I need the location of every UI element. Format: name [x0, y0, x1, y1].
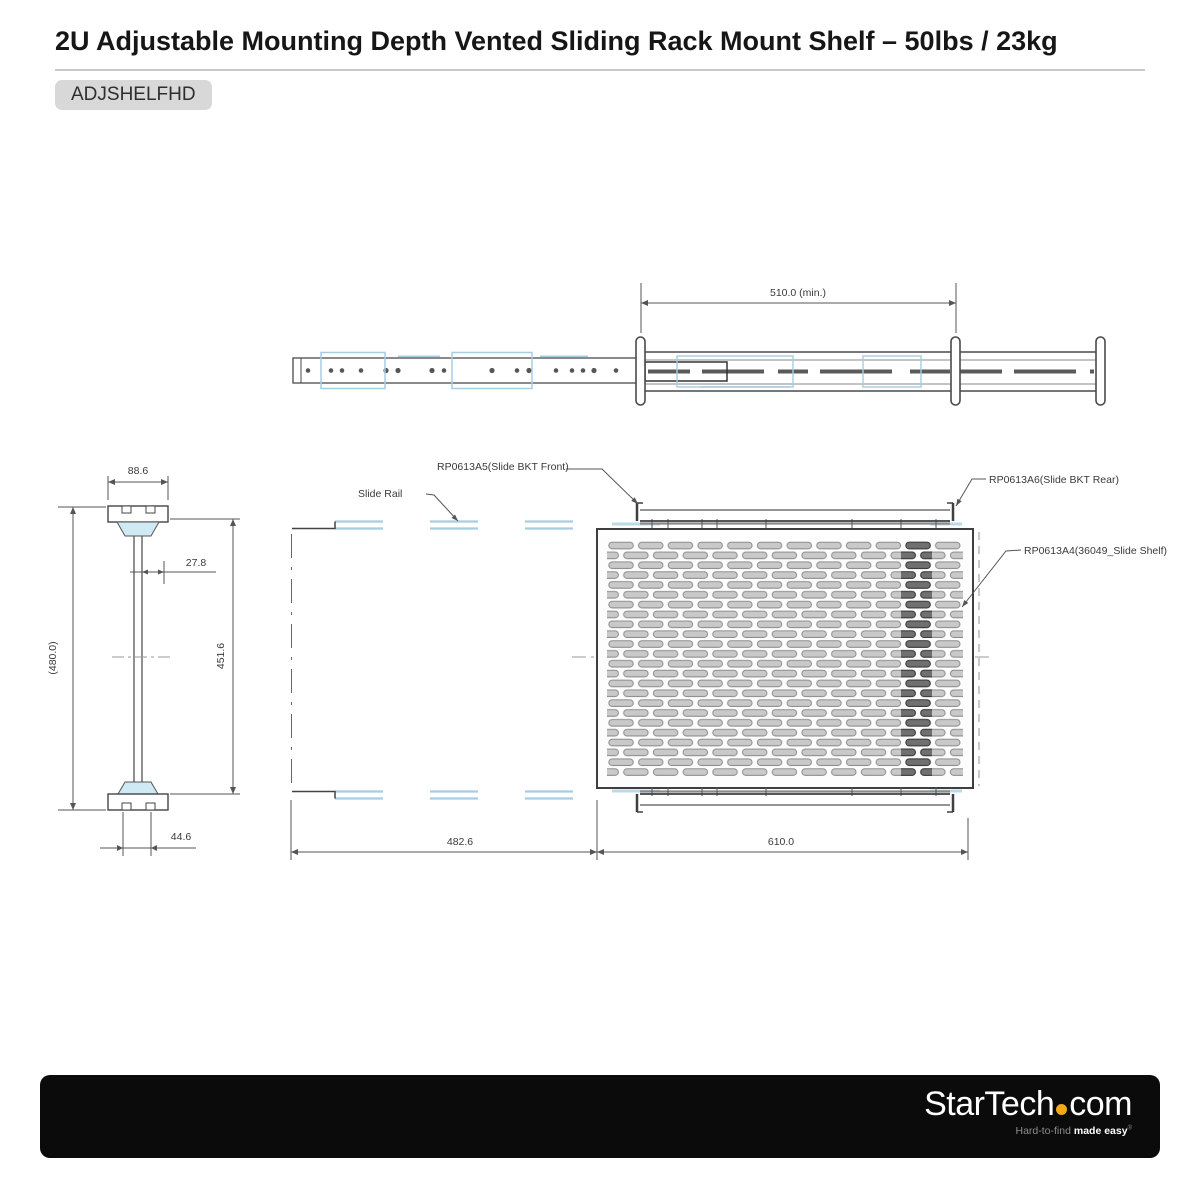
cross-section-view — [47, 465, 240, 856]
brand-tagline — [924, 1125, 1132, 1137]
brand-logo — [924, 1087, 1132, 1137]
page-title: 2U Adjustable Mounting Depth Vented Sliding Rack Mount Shelf – 50lbs / 23kg — [55, 26, 1058, 56]
shelf-top-view — [291, 461, 1167, 860]
dim-web-offset-text: 27.8 — [185, 557, 207, 569]
label-bkt-front — [437, 461, 638, 504]
dim-notch-spacing-text: 44.6 — [170, 831, 192, 843]
svg-text:RP0613A6(Slide BKT Rear): RP0613A6(Slide BKT Rear) — [989, 474, 1119, 486]
tagline-light: Hard-to-find — [1015, 1125, 1071, 1137]
vent-pattern-dark-band — [901, 540, 932, 776]
tagline-registered-mark: ® — [1127, 1125, 1132, 1132]
dim-rail-min-depth-text: 510.0 (min.) — [769, 287, 827, 299]
svg-text:RP0613A4(36049_Slide Shelf): RP0613A4(36049_Slide Shelf) — [1024, 545, 1168, 557]
dim-top-width-text: 88.6 — [127, 465, 149, 477]
dim-top-width — [108, 465, 168, 500]
dim-overall-height — [47, 507, 106, 810]
label-shelf-part — [962, 545, 1167, 607]
dim-web-offset — [130, 557, 216, 584]
dim-rail-min-depth — [641, 283, 956, 333]
brand-text-com: com — [1069, 1085, 1132, 1123]
dim-rail-length-text: 482.6 — [446, 836, 474, 848]
footer-bar — [40, 1075, 1160, 1158]
svg-text:Slide Rail: Slide Rail — [358, 488, 403, 500]
label-slide-rail — [358, 488, 458, 521]
dim-shelf-width-text: 610.0 — [767, 836, 795, 848]
dim-inner-height-text: 451.6 — [215, 642, 227, 670]
brand-dot-icon — [1056, 1104, 1067, 1115]
dim-notch-spacing — [100, 812, 196, 856]
dim-overall-height-text: (480.0) — [47, 641, 59, 675]
tagline-bold: made easy — [1073, 1125, 1128, 1137]
rail-side-view — [293, 283, 1105, 405]
svg-text:RP0613A5(Slide BKT Front): RP0613A5(Slide BKT Front) — [437, 461, 569, 473]
brand-text-star: StarTech — [924, 1085, 1055, 1123]
dim-rail-length — [291, 800, 968, 860]
sku-badge: ADJSHELFHD — [55, 80, 212, 110]
label-bkt-rear — [956, 474, 1119, 506]
